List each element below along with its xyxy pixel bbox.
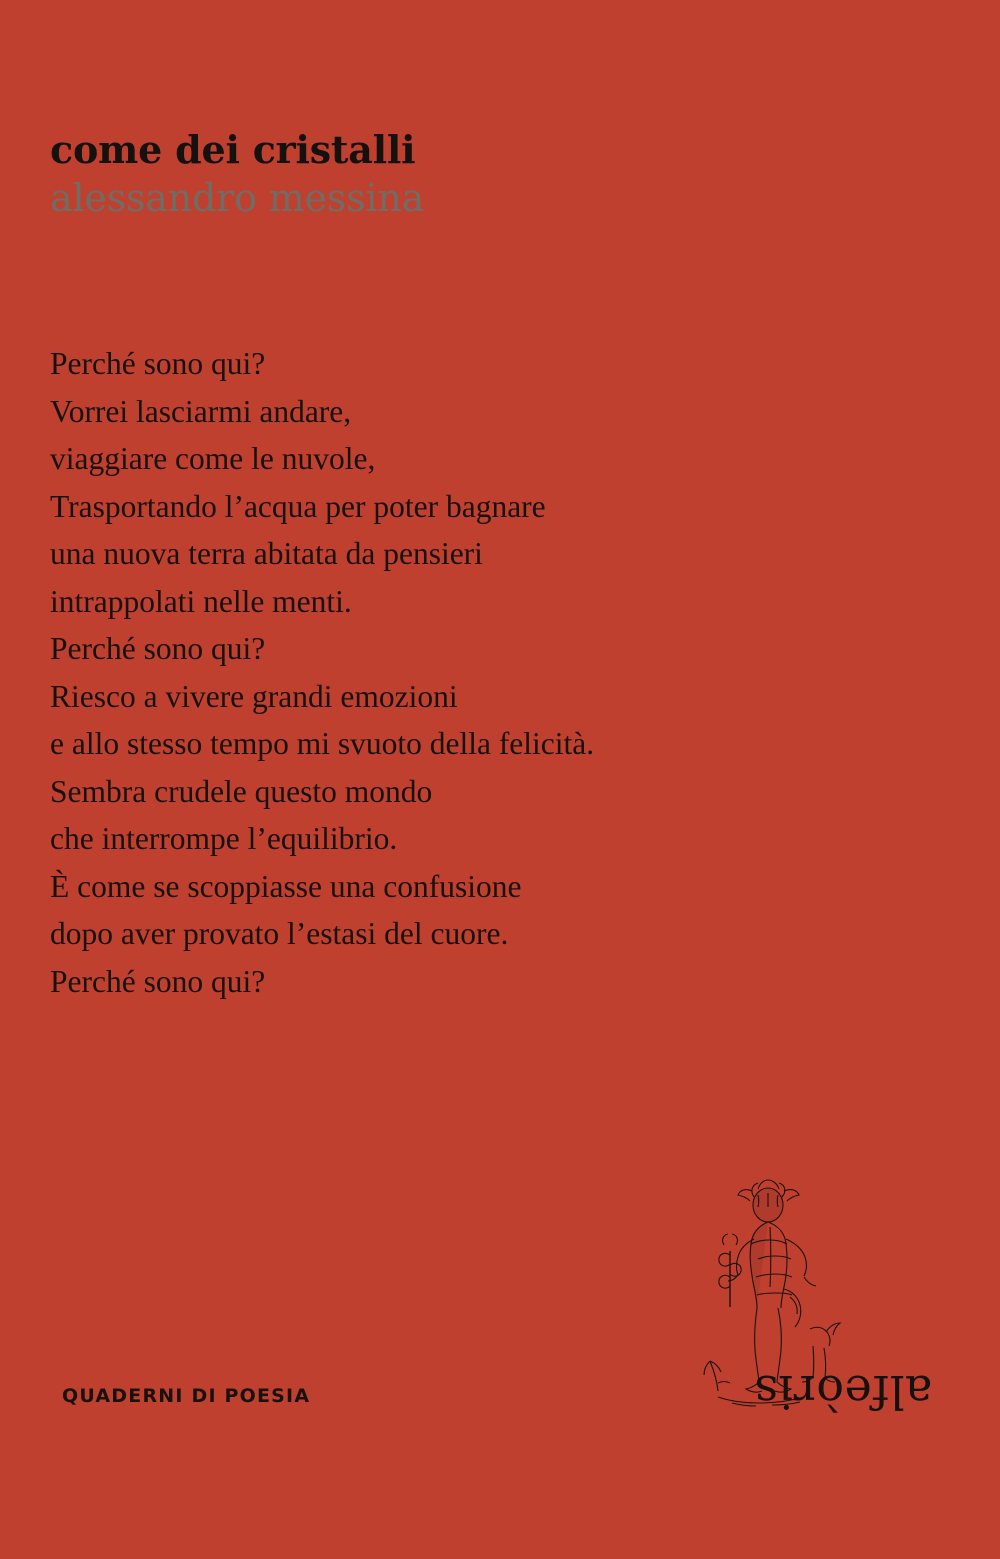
poem-line: Perché sono qui? [50, 346, 266, 381]
poem-line: Vorrei lasciarmi andare, [50, 393, 352, 429]
poem-line: È come se scoppiasse una confusione [50, 868, 522, 904]
poem-line: Riesco a vivere grandi emozioni [50, 678, 458, 714]
poem-body [50, 340, 870, 1005]
poem-line: Perché sono qui? [50, 631, 266, 666]
poem-line: Sembra crudele questo mondo [50, 773, 433, 809]
poem-line: viaggiare come le nuvole, [50, 441, 376, 476]
poem-line: Perché sono qui? [50, 963, 266, 999]
title-block [50, 128, 750, 221]
poem-line: che interrompe l’equilibrio. [50, 821, 398, 856]
series-imprint: QUADERNI DI POESIA [62, 1385, 311, 1407]
publisher-logo-area [632, 1159, 932, 1419]
poem-line: Trasportando l’acqua per poter bagnare [50, 488, 546, 524]
page-title: come dei cristalli [50, 127, 416, 172]
poem-line: intrappolati nelle menti. [50, 583, 352, 619]
poem-line: una nuova terra abitata da pensieri [50, 536, 483, 571]
author-name: alessandro messina [50, 175, 425, 220]
poem-line: e allo stesso tempo mi svuoto della felicità. [50, 726, 595, 761]
poem-line: dopo aver provato l’estasi del cuore. [50, 916, 509, 951]
publisher-name: alfeòris [753, 1365, 932, 1419]
